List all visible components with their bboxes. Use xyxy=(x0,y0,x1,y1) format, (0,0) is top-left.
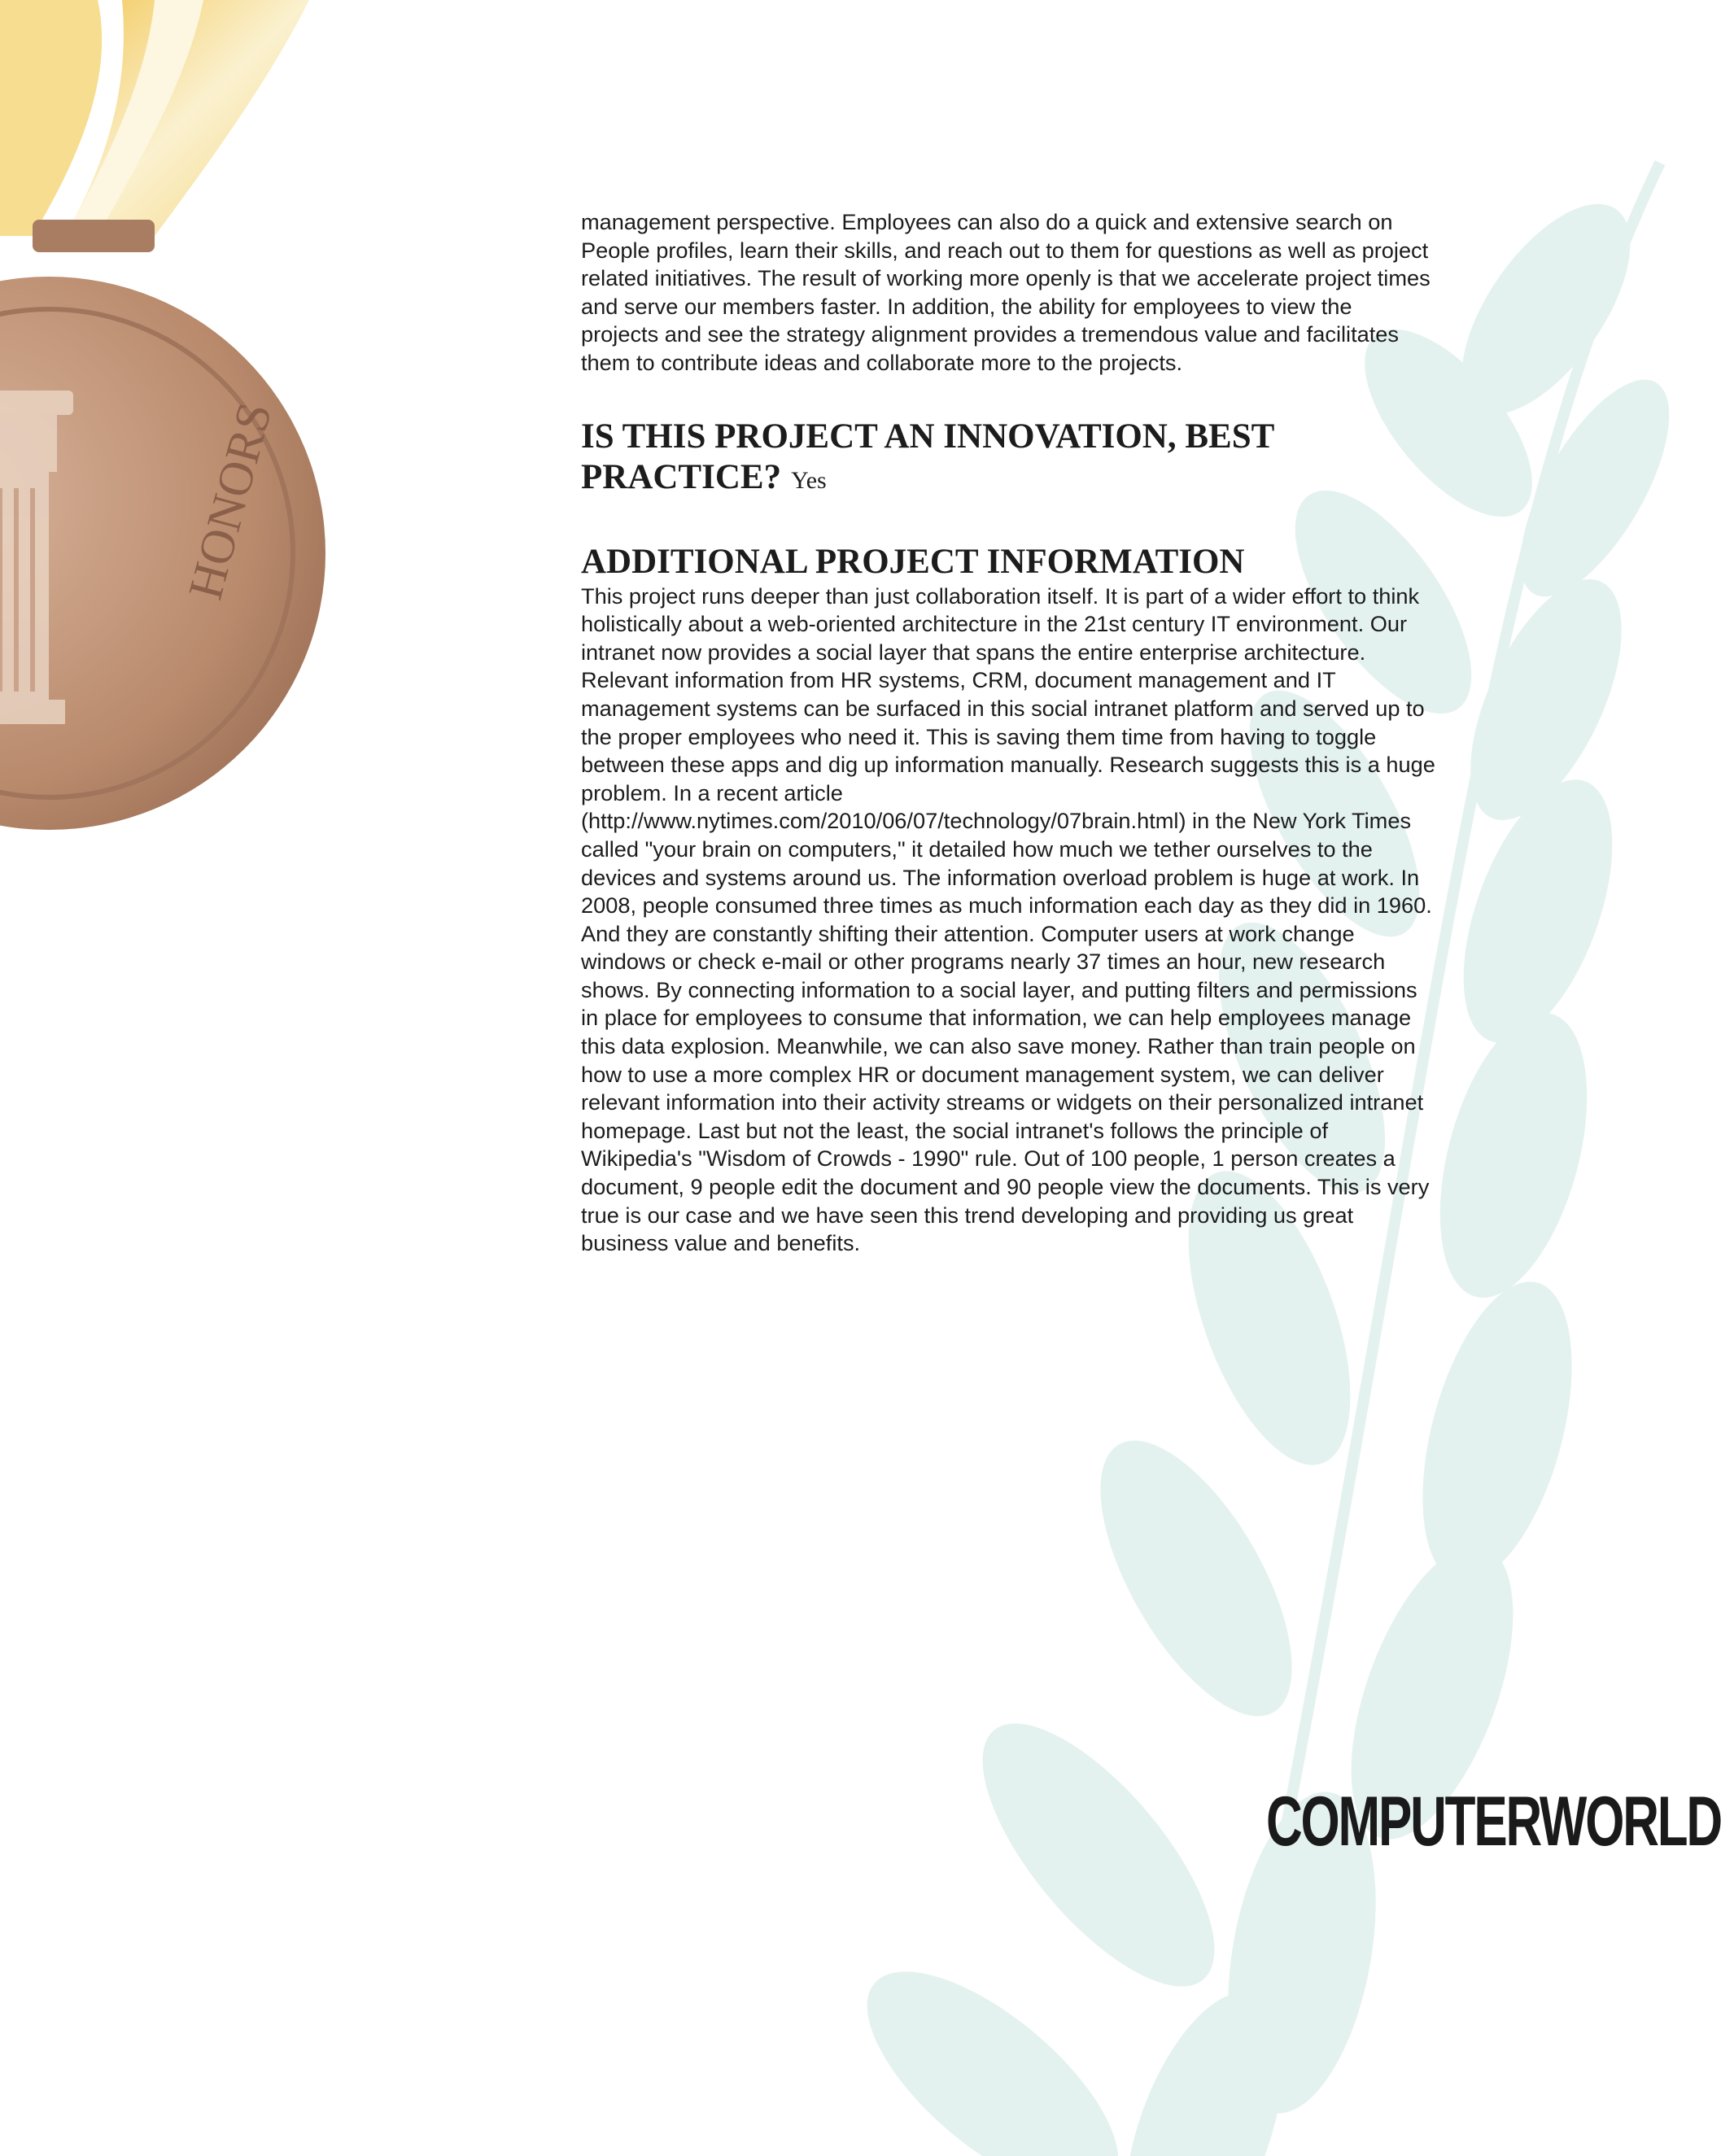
additional-info-paragraph: This project runs deeper than just collaboration itself. It is part of a wider effort to think holistically about a web-oriented architecture in the 21st century IT environment. Our intranet now provides a social layer that spans the entire enterprise architecture. Relevant information from HR systems, CRM, document management and IT management systems can be surfaced in this social intranet platform and served up to the proper employees who need it. This is saving them time from having to toggle between these apps and dig up information manually. Research suggests this is a huge problem. In a recent article (http://www.nytimes.com/2010/06/07/technology/07brain.html) in the New York Times called "your brain on computers," it detailed how much we tether ourselves to the devices and systems around us. The information overload problem is huge at work. In 2008, people consumed three times as much information each day as they did in 1960. And they are constantly shifting their attention. Computer users at work change windows or check e-mail or other programs nearly 37 times an hour, new research shows. By connecting information to a social layer, and putting filters and permissions in place for employees to consume that information, we can help employees manage this data explosion. Meanwhile, we can also save money. Rather than train people on how to use a more complex HR or document management system, we can deliver relevant information into their activity streams or widgets on their personalized intranet homepage. Last but not the least, the social intranet's follows the principle of Wikipedia's "Wisdom of Crowds - 1990" rule. Out of 100 people, 1 person creates a document, 9 people edit the document and 90 people view the documents. This is very true is our case and we have seen this trend developing and providing us great business value and benefits. xyxy=(581,583,1435,1256)
additional-info-heading: ADDITIONAL PROJECT INFORMATION xyxy=(581,542,1245,581)
innovation-answer: Yes xyxy=(791,466,827,494)
medal-icon xyxy=(0,0,342,862)
innovation-heading xyxy=(581,417,1435,501)
computerworld-logo: COMPUTERWORLD xyxy=(1266,1783,1721,1861)
innovation-heading-line2: PRACTICE? xyxy=(581,457,782,496)
medal-engraving: HONORS xyxy=(177,396,282,605)
innovation-heading-line1: IS THIS PROJECT AN INNOVATION, BEST xyxy=(581,417,1275,456)
main-content xyxy=(581,208,1435,1258)
continuation-paragraph: management perspective. Employees can also do a quick and extensive search on People profiles, learn their skills, and reach out to them for questions as well as project related initiatives. The result of working more openly is that we accelerate project times and serve our members faster. In addition, the ability for employees to view the projects and see the strategy alignment provides a tremendous value and facilitates them to contribute ideas and collaborate more to the projects. xyxy=(581,209,1431,375)
